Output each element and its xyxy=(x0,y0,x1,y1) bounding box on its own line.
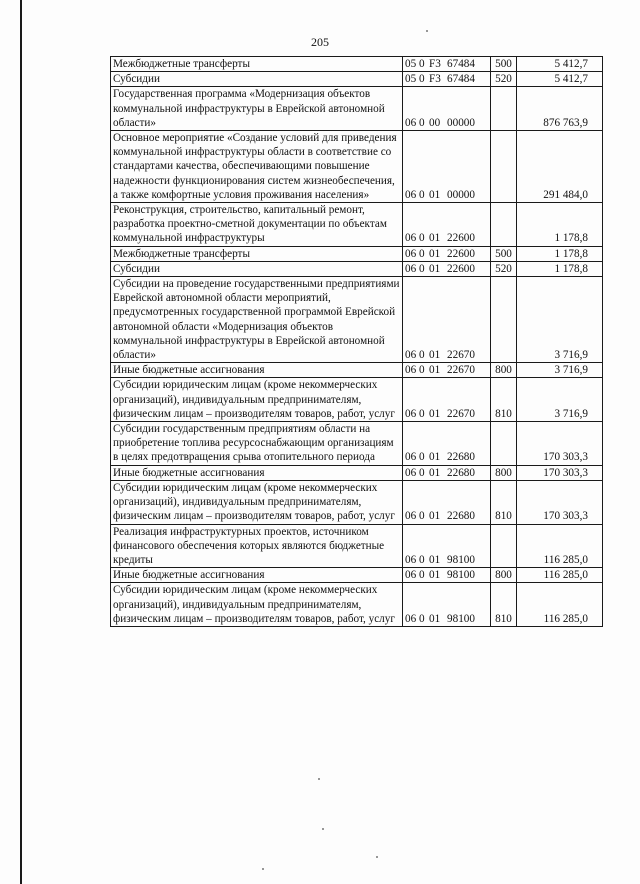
table-row xyxy=(111,131,603,203)
row-amount: 3 716,9 xyxy=(517,363,603,378)
code-part: 01 xyxy=(429,407,441,420)
row-expense-type xyxy=(491,203,517,247)
row-name: Субсидии юридическим лицам (кроме некоммерческих организаций), индивидуальным предпринимателям, физическим лицам – производителям товаров, работ, услуг xyxy=(111,378,403,422)
code-part: 0 xyxy=(419,73,425,86)
code-part: 98100 xyxy=(447,612,475,625)
code-part: 01 xyxy=(429,364,441,377)
code-part: 06 xyxy=(405,569,417,582)
row-name: Иные бюджетные ассигнования xyxy=(111,363,403,378)
row-amount: 170 303,3 xyxy=(517,480,603,524)
table-row xyxy=(111,72,603,87)
table-row xyxy=(111,378,603,422)
code-part: 06 xyxy=(405,232,417,245)
code-part: 0 xyxy=(419,262,425,275)
code-part: 22670 xyxy=(447,364,475,377)
scan-speck xyxy=(376,856,378,858)
row-name: Иные бюджетные ассигнования xyxy=(111,465,403,480)
code-part: 06 xyxy=(405,116,417,129)
row-code xyxy=(403,277,491,363)
scan-speck xyxy=(426,30,428,32)
code-part: 0 xyxy=(419,407,425,420)
code-part: 0 xyxy=(419,232,425,245)
code-part: 01 xyxy=(429,247,441,260)
row-name: Основное мероприятие «Создание условий для приведения коммунальной инфраструктуры области в соответствие со стандартами качества, обеспечивающими повышение надежности функционирования систем жизнеобеспечения, а также комфортные условия проживания населения» xyxy=(111,131,403,203)
row-code xyxy=(403,422,491,466)
table-row xyxy=(111,480,603,524)
row-name: Межбюджетные трансферты xyxy=(111,57,403,72)
code-part: 22670 xyxy=(447,407,475,420)
row-expense-type: 800 xyxy=(491,363,517,378)
table-row xyxy=(111,277,603,363)
row-expense-type xyxy=(491,422,517,466)
row-amount: 3 716,9 xyxy=(517,378,603,422)
code-part: 0 xyxy=(419,451,425,464)
code-part: 01 xyxy=(429,612,441,625)
row-code xyxy=(403,261,491,276)
table-row xyxy=(111,465,603,480)
code-part: 05 xyxy=(405,73,417,86)
row-amount: 1 178,8 xyxy=(517,261,603,276)
row-name: Субсидии юридическим лицам (кроме некоммерческих организаций), индивидуальным предпринимателям, физическим лицам – производителям товаров, работ, услуг xyxy=(111,480,403,524)
code-part: 01 xyxy=(429,262,441,275)
row-amount: 1 178,8 xyxy=(517,203,603,247)
scan-speck xyxy=(322,828,324,830)
row-code xyxy=(403,378,491,422)
row-expense-type: 500 xyxy=(491,57,517,72)
budget-table xyxy=(110,56,603,627)
code-part: 0 xyxy=(419,349,425,362)
row-amount: 170 303,3 xyxy=(517,465,603,480)
row-code xyxy=(403,524,491,568)
code-part: 22670 xyxy=(447,349,475,362)
row-expense-type: 800 xyxy=(491,465,517,480)
code-part: 0 xyxy=(419,553,425,566)
scan-speck xyxy=(262,868,264,870)
code-part: 67484 xyxy=(447,58,475,70)
code-part: 01 xyxy=(429,188,441,201)
table-row xyxy=(111,524,603,568)
code-part: 67484 xyxy=(447,73,475,86)
row-name: Государственная программа «Модернизация объектов коммунальной инфраструктуры в Еврейской автономной области» xyxy=(111,87,403,131)
code-part: 22600 xyxy=(447,262,475,275)
code-part: 01 xyxy=(429,232,441,245)
code-part: 05 xyxy=(405,58,417,70)
code-part: 06 xyxy=(405,466,417,479)
row-name: Межбюджетные трансферты xyxy=(111,246,403,261)
binding-edge-line xyxy=(20,0,22,884)
row-expense-type: 810 xyxy=(491,378,517,422)
scan-speck xyxy=(318,778,320,780)
row-name: Субсидии на проведение государственными предприятиями Еврейской автономной области мероприятий, предусмотренных государственной программой Еврейской автономной области «Модернизация объектов коммунальной инфраструктуры в Еврейской автономной области» xyxy=(111,277,403,363)
row-code xyxy=(403,72,491,87)
code-part: 01 xyxy=(429,466,441,479)
code-part: 0 xyxy=(419,510,425,523)
table-row xyxy=(111,87,603,131)
code-part: 0 xyxy=(419,466,425,479)
code-part: 01 xyxy=(429,553,441,566)
table-row xyxy=(111,568,603,583)
row-amount: 116 285,0 xyxy=(517,583,603,627)
row-code xyxy=(403,203,491,247)
code-part: 06 xyxy=(405,510,417,523)
code-part: 01 xyxy=(429,510,441,523)
row-name: Субсидии xyxy=(111,72,403,87)
row-expense-type xyxy=(491,277,517,363)
row-code xyxy=(403,87,491,131)
code-part: 0 xyxy=(419,116,425,129)
row-code xyxy=(403,568,491,583)
row-amount: 5 412,7 xyxy=(517,72,603,87)
code-part: 01 xyxy=(429,569,441,582)
code-part: 00000 xyxy=(447,188,475,201)
code-part: 06 xyxy=(405,451,417,464)
code-part: 00 xyxy=(429,116,441,129)
code-part: 06 xyxy=(405,407,417,420)
code-part: 0 xyxy=(419,612,425,625)
code-part: 22600 xyxy=(447,232,475,245)
code-part: 06 xyxy=(405,612,417,625)
code-part: 06 xyxy=(405,247,417,260)
code-part: 0 xyxy=(419,188,425,201)
row-name: Субсидии xyxy=(111,261,403,276)
table-row xyxy=(111,363,603,378)
table-row xyxy=(111,261,603,276)
row-expense-type xyxy=(491,524,517,568)
code-part: 22600 xyxy=(447,247,475,260)
code-part: 0 xyxy=(419,58,425,70)
code-part: 22680 xyxy=(447,466,475,479)
code-part: 0 xyxy=(419,569,425,582)
code-part: 22680 xyxy=(447,510,475,523)
row-code xyxy=(403,465,491,480)
code-part: 0 xyxy=(419,247,425,260)
code-part: 0 xyxy=(419,364,425,377)
row-expense-type: 810 xyxy=(491,583,517,627)
code-part: 01 xyxy=(429,451,441,464)
row-expense-type: 500 xyxy=(491,246,517,261)
row-name: Субсидии государственным предприятиям области на приобретение топлива ресурсоснабжающим организациям в целях предотвращения срыва отопительного периода xyxy=(111,422,403,466)
code-part: 22680 xyxy=(447,451,475,464)
row-name: Субсидии юридическим лицам (кроме некоммерческих организаций), индивидуальным предпринимателям, физическим лицам – производителям товаров, работ, услуг xyxy=(111,583,403,627)
table-row xyxy=(111,246,603,261)
row-code xyxy=(403,131,491,203)
row-expense-type: 520 xyxy=(491,261,517,276)
code-part: 01 xyxy=(429,349,441,362)
table-row xyxy=(111,57,603,72)
code-part: 06 xyxy=(405,364,417,377)
table-row xyxy=(111,422,603,466)
row-code xyxy=(403,246,491,261)
table-row xyxy=(111,203,603,247)
row-amount: 291 484,0 xyxy=(517,131,603,203)
row-expense-type: 520 xyxy=(491,72,517,87)
code-part: 06 xyxy=(405,349,417,362)
row-amount: 116 285,0 xyxy=(517,524,603,568)
code-part: 06 xyxy=(405,188,417,201)
row-amount: 1 178,8 xyxy=(517,246,603,261)
code-part: 00000 xyxy=(447,116,475,129)
row-code xyxy=(403,583,491,627)
row-name: Иные бюджетные ассигнования xyxy=(111,568,403,583)
row-name: Реализация инфраструктурных проектов, источником финансового обеспечения которых являются бюджетные кредиты xyxy=(111,524,403,568)
page-number: 205 xyxy=(311,35,329,49)
code-part: 98100 xyxy=(447,569,475,582)
row-expense-type: 800 xyxy=(491,568,517,583)
row-expense-type xyxy=(491,131,517,203)
row-code xyxy=(403,57,491,72)
code-part: 06 xyxy=(405,553,417,566)
row-expense-type: 810 xyxy=(491,480,517,524)
row-amount: 116 285,0 xyxy=(517,568,603,583)
code-part: 98100 xyxy=(447,553,475,566)
code-part: F3 xyxy=(429,58,441,70)
row-name: Реконструкция, строительство, капитальный ремонт, разработка проектно-сметной документации по объектам коммунальной инфраструктуры xyxy=(111,203,403,247)
row-amount: 876 763,9 xyxy=(517,87,603,131)
code-part: 06 xyxy=(405,262,417,275)
code-part: F3 xyxy=(429,73,441,86)
row-code xyxy=(403,363,491,378)
table-row xyxy=(111,583,603,627)
row-amount: 5 412,7 xyxy=(517,57,603,72)
row-expense-type xyxy=(491,87,517,131)
row-code xyxy=(403,480,491,524)
row-amount: 170 303,3 xyxy=(517,422,603,466)
row-amount: 3 716,9 xyxy=(517,277,603,363)
